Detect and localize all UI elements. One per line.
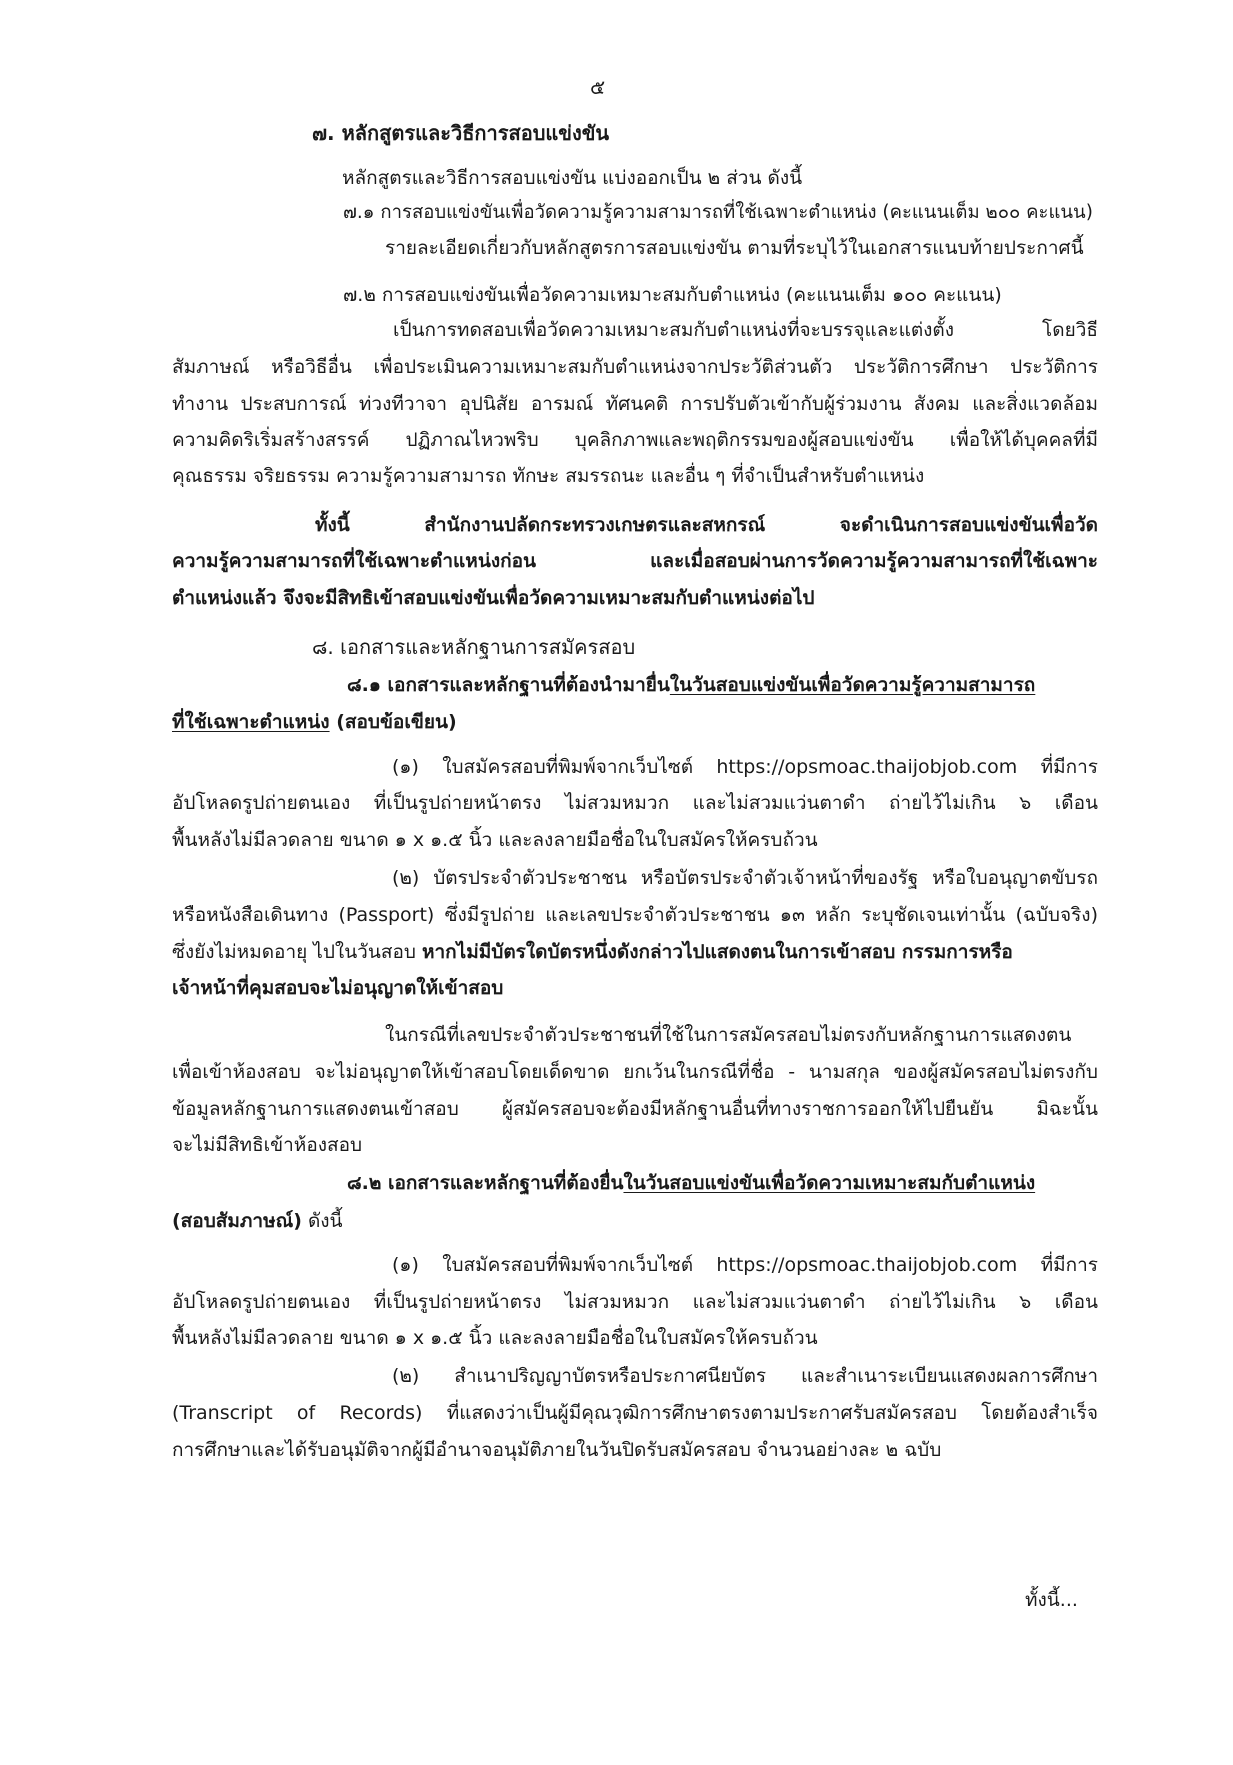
section-8-1-item-1-line: อัปโหลดรูปถ่ายตนเอง ที่เป็นรูปถ่ายหน้าตรง ไม่สวมหมวก และไม่สวมแว่นตาดำ ถ่ายไว้ไม่เกิน ๖ เดือน	[172, 792, 1098, 814]
section-8-1-title-underlined: ในวันสอบแข่งขันเพื่อวัดความรู้ความสามารถ	[669, 674, 1036, 696]
page-number: ๕	[590, 75, 606, 99]
section-8-heading: ๘. เอกสารและหลักฐานการสมัครสอบ	[312, 635, 636, 659]
section-7-intro: หลักสูตรและวิธีการสอบแข่งขัน แบ่งออกเป็น ๒ ส่วน ดังนี้	[342, 167, 803, 189]
section-8-1-note-line: ข้อมูลหลักฐานการแสดงตนเข้าสอบ ผู้สมัครสอบจะต้องมีหลักฐานอื่นที่ทางราชการออกให้ไปยืนยัน มิฉะนั้น	[172, 1098, 1098, 1120]
section-7-2-paragraph-line: ทำงาน ประสบการณ์ ท่วงทีวาจา อุปนิสัย อารมณ์ ทัศนคติ การปรับตัวเข้ากับผู้ร่วมงาน สังคม และสิ่งแวดล้อม	[172, 393, 1098, 415]
section-7-2-paragraph-line: คุณธรรม จริยธรรม ความรู้ความสามารถ ทักษะ สมรรถนะ และอื่น ๆ ที่จำเป็นสำหรับตำแหน่ง	[172, 465, 925, 487]
section-8-2-title-bold: (สอบสัมภาษณ์)	[172, 1210, 302, 1232]
section-8-1-title-underlined-2: ที่ใช้เฉพาะตำแหน่ง	[172, 711, 330, 733]
section-8-2-item-1-line: อัปโหลดรูปถ่ายตนเอง ที่เป็นรูปถ่ายหน้าตรง ไม่สวมหมวก และไม่สวมแว่นตาดำ ถ่ายไว้ไม่เกิน ๖ เดือน	[172, 1291, 1098, 1313]
section-8-1-note-line: เพื่อเข้าห้องสอบ จะไม่อนุญาตให้เข้าสอบโดยเด็ดขาด ยกเว้นในกรณีที่ชื่อ - นามสกุล ของผู้สมัครสอบไม่ตรงกับ	[172, 1061, 1098, 1083]
section-8-2-item-1-line: (๑) ใบสมัครสอบที่พิมพ์จากเว็บไซต์ https://opsmoac.thaijobjob.com ที่มีการ	[392, 1254, 1098, 1276]
continuation-marker: ทั้งนี้...	[1025, 1589, 1078, 1611]
section-8-1-title-prefix: ๘.๑ เอกสารและหลักฐานที่ต้องนำมายื่น	[347, 674, 670, 696]
section-8-1-item-2-line-3	[172, 937, 1013, 967]
section-7-2-paragraph-line: ความคิดริเริ่มสร้างสรรค์ ปฏิภาณไหวพริบ บุคลิกภาพและพฤติกรรมของผู้สอบแข่งขัน เพื่อให้ได้บุคคลที่มี	[172, 429, 1098, 451]
section-8-2-item-1-line: พื้นหลังไม่มีลวดลาย ขนาด ๑ x ๑.๕ นิ้ว และลงลายมือชื่อในใบสมัครให้ครบถ้วน	[172, 1327, 818, 1349]
section-8-1-note-line: จะไม่มีสิทธิเข้าห้องสอบ	[172, 1134, 363, 1156]
section-8-1-item-2-text: ซึ่งยังไม่หมดอายุ ไปในวันสอบ	[172, 941, 416, 963]
section-8-1-item-1-line: พื้นหลังไม่มีลวดลาย ขนาด ๑ x ๑.๕ นิ้ว และลงลายมือชื่อในใบสมัครให้ครบถ้วน	[172, 829, 818, 851]
section-8-1-title-suffix: (สอบข้อเขียน)	[329, 711, 457, 733]
section-8-1-item-2-warning: หากไม่มีบัตรใดบัตรหนึ่งดังกล่าวไปแสดงตนในการเข้าสอบ กรรมการหรือ	[421, 941, 1013, 963]
section-8-1-note-line: ในกรณีที่เลขประจำตัวประชาชนที่ใช้ในการสมัครสอบไม่ตรงกับหลักฐานการแสดงตน	[385, 1024, 1072, 1046]
section-7-2-title: ๗.๒ การสอบแข่งขันเพื่อวัดความเหมาะสมกับตำแหน่ง (คะแนนเต็ม ๑๐๐ คะแนน)	[343, 284, 1002, 306]
section-7-2-paragraph-line: สัมภาษณ์ หรือวิธีอื่น เพื่อประเมินความเหมาะสมกับตำแหน่งจากประวัติส่วนตัว ประวัติการศึกษา ประวัติการ	[172, 356, 1098, 378]
section-7-2-paragraph-line: เป็นการทดสอบเพื่อวัดความเหมาะสมกับตำแหน่งที่จะบรรจุและแต่งตั้ง โดยวิธี	[393, 319, 1098, 341]
section-8-2-item-2-line: (Transcript of Records) ที่แสดงว่าเป็นผู้มีคุณวุฒิการศึกษาตรงตามประกาศรับสมัครสอบ โดยต้องสำเร็จ	[172, 1402, 1098, 1424]
section-7-note-line: ทั้งนี้ สำนักงานปลัดกระทรวงเกษตรและสหกรณ์ จะดำเนินการสอบแข่งขันเพื่อวัด	[315, 514, 1098, 536]
section-8-1-title	[347, 670, 1035, 700]
section-8-1-title-cont	[172, 707, 457, 737]
section-8-1-item-1-line: (๑) ใบสมัครสอบที่พิมพ์จากเว็บไซต์ https://opsmoac.thaijobjob.com ที่มีการ	[392, 756, 1098, 778]
section-8-1-item-2-warning-cont: เจ้าหน้าที่คุมสอบจะไม่อนุญาตให้เข้าสอบ	[172, 977, 504, 999]
section-7-note-line: ความรู้ความสามารถที่ใช้เฉพาะตำแหน่งก่อน และเมื่อสอบผ่านการวัดความรู้ความสามารถที่ใช้เฉพาะ	[172, 550, 1098, 572]
section-8-1-item-2-line: หรือหนังสือเดินทาง (Passport) ซึ่งมีรูปถ่าย และเลขประจำตัวประชาชน ๑๓ หลัก ระบุชัดเจนเท่านั้น (ฉบับจริง)	[172, 904, 1098, 926]
section-8-2-title	[347, 1168, 1035, 1198]
section-7-1-title: ๗.๑ การสอบแข่งขันเพื่อวัดความรู้ความสามารถที่ใช้เฉพาะตำแหน่ง (คะแนนเต็ม ๒๐๐ คะแนน)	[343, 202, 1093, 223]
section-7-1-detail: รายละเอียดเกี่ยวกับหลักสูตรการสอบแข่งขัน ตามที่ระบุไว้ในเอกสารแนบท้ายประกาศนี้	[385, 237, 1084, 259]
section-8-2-item-2-line: (๒) สำเนาปริญญาบัตรหรือประกาศนียบัตร และสำเนาระเบียนแสดงผลการศึกษา	[392, 1365, 1098, 1387]
section-8-2-title-underlined: ในวันสอบแข่งขันเพื่อวัดความเหมาะสมกับตำแหน่ง	[623, 1172, 1036, 1194]
section-7-heading: ๗. หลักสูตรและวิธีการสอบแข่งขัน	[312, 121, 610, 145]
section-8-2-title-cont	[172, 1206, 343, 1236]
section-7-note-line: ตำแหน่งแล้ว จึงจะมีสิทธิเข้าสอบแข่งขันเพื่อวัดความเหมาะสมกับตำแหน่งต่อไป	[172, 587, 815, 609]
section-8-2-title-suffix: ดังนี้	[301, 1210, 343, 1232]
section-8-1-item-2-line: (๒) บัตรประจำตัวประชาชน หรือบัตรประจำตัวเจ้าหน้าที่ของรัฐ หรือใบอนุญาตขับรถ	[392, 867, 1098, 889]
section-8-2-item-2-line: การศึกษาและได้รับอนุมัติจากผู้มีอำนาจอนุมัติภายในวันปิดรับสมัครสอบ จำนวนอย่างละ ๒ ฉบับ	[172, 1439, 942, 1461]
section-8-2-title-prefix: ๘.๒ เอกสารและหลักฐานที่ต้องยื่น	[347, 1172, 624, 1194]
